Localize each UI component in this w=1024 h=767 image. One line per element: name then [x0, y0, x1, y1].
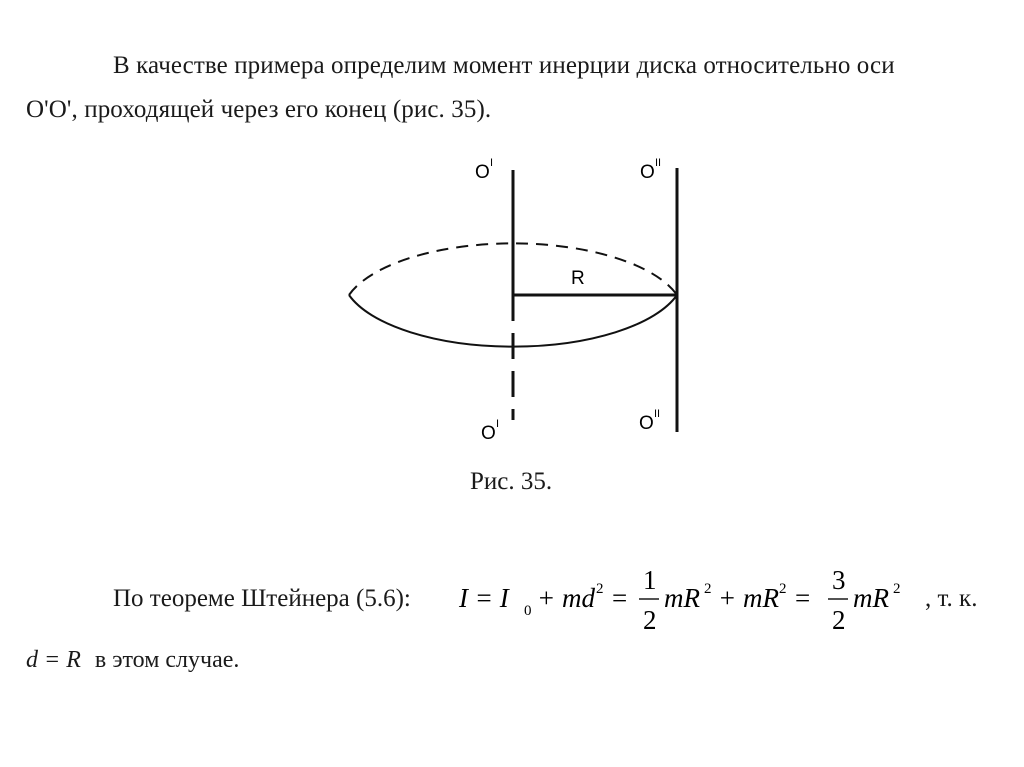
label-bottom-right: O	[639, 413, 654, 434]
last-line-text: в этом случае.	[94, 647, 240, 673]
label-top-left-sup: I	[490, 157, 494, 169]
formula-mR-2: mR	[853, 583, 889, 613]
paragraph-line-1: В качестве примера определим момент инерции диска относительно оси	[113, 52, 895, 79]
formula-sq-2: 2	[704, 581, 712, 597]
formula-eq-1: =	[612, 583, 628, 613]
formula-sq-3: 2	[779, 581, 787, 597]
formula-eq-2: =	[795, 583, 811, 613]
label-top-right-sup: II	[655, 157, 662, 169]
steiner-text: По теореме Штейнера (5.6):	[113, 585, 411, 612]
label-top-left: O	[475, 162, 490, 183]
disk-figure	[330, 145, 710, 445]
label-radius: R	[571, 268, 585, 289]
label-bottom-right-sup: II	[654, 408, 661, 420]
frac2-num: 3	[832, 565, 846, 595]
paragraph-line-2: O'O', проходящей через его конец (рис. 35).	[26, 96, 492, 123]
figure-caption: Рис. 35.	[470, 468, 553, 495]
frac1-den: 2	[643, 605, 657, 635]
last-line-math: d = R	[26, 647, 81, 673]
formula-lhs: I = I	[459, 583, 509, 613]
frac2-den: 2	[832, 605, 846, 635]
last-line	[26, 647, 239, 674]
steiner-formula	[455, 556, 925, 636]
label-bottom-left-sup: I	[496, 418, 500, 430]
formula-mR-1: mR	[664, 583, 700, 613]
formula-sq-4: 2	[893, 581, 901, 597]
formula-plus-mR: + mR	[718, 583, 779, 613]
label-top-right: O	[640, 162, 655, 183]
formula-sub0: 0	[524, 603, 532, 619]
formula-md: + md	[537, 583, 595, 613]
frac1-num: 1	[643, 565, 657, 595]
formula-sq-1: 2	[596, 581, 604, 597]
formula-suffix: , т. к.	[925, 585, 978, 612]
label-bottom-left: O	[481, 423, 496, 444]
